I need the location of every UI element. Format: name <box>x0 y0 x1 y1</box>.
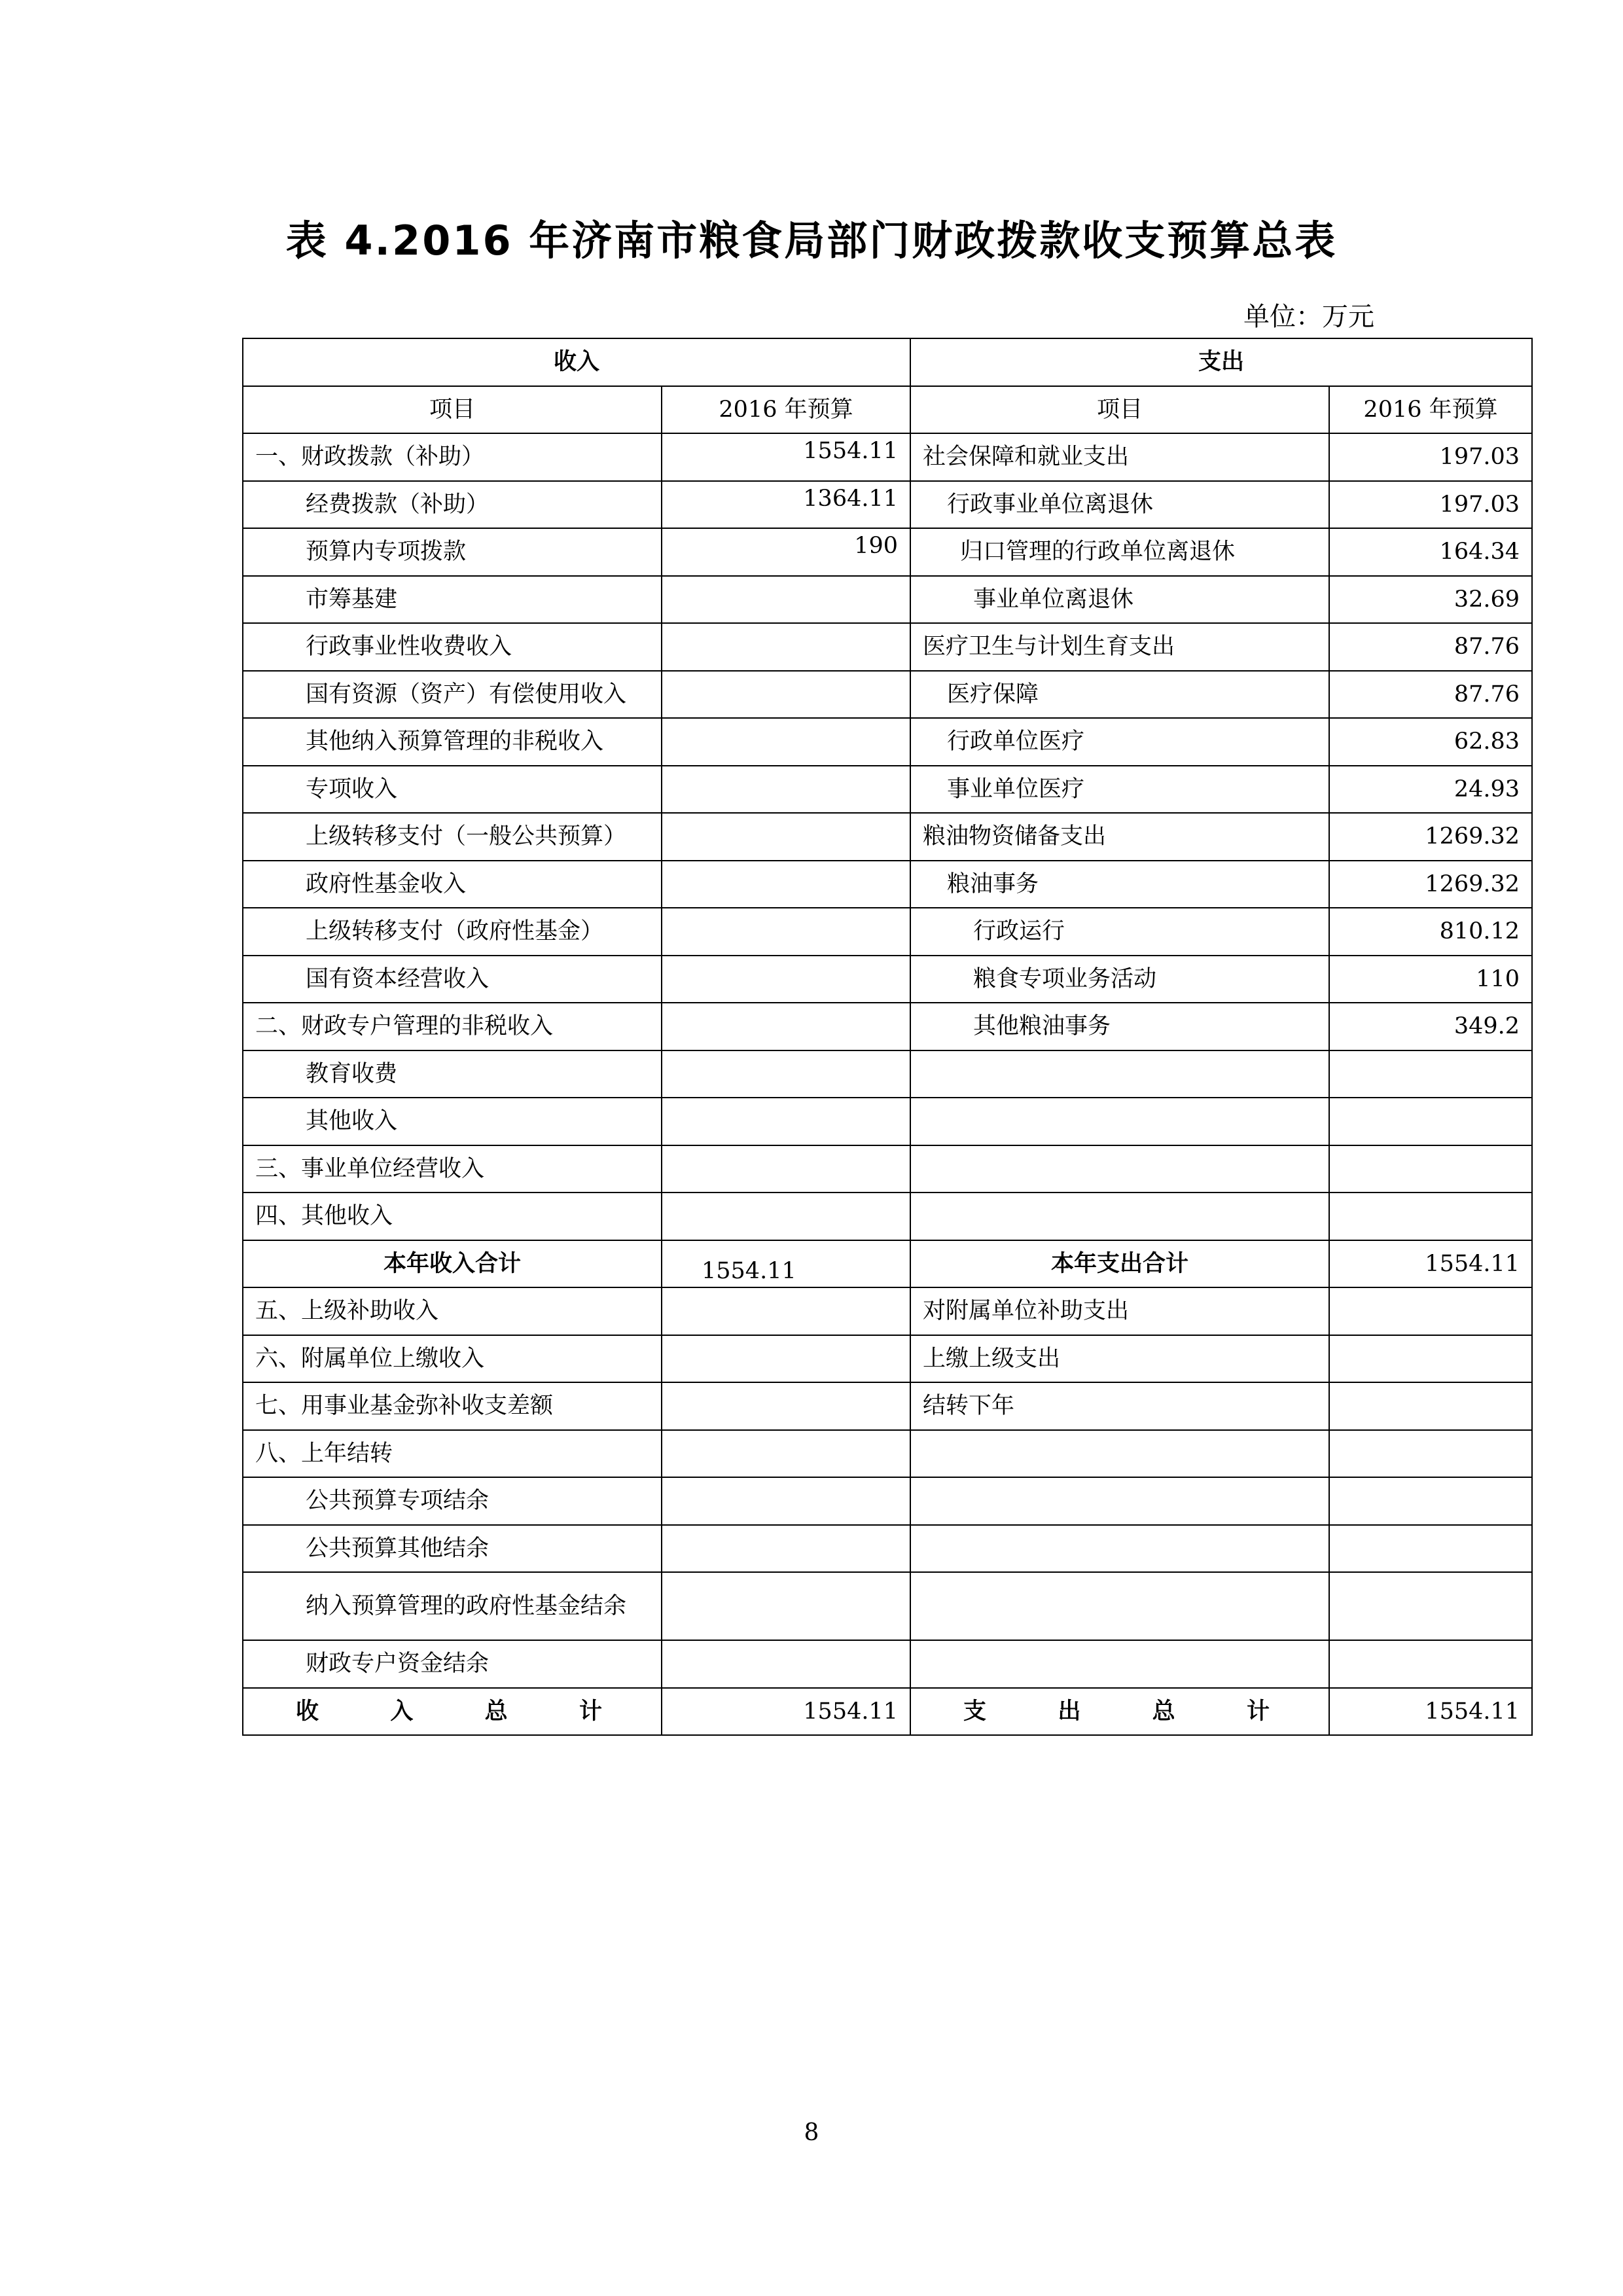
income-label: 其他纳入预算管理的非税收入 <box>243 718 662 766</box>
income-label: 三、事业单位经营收入 <box>243 1145 662 1193</box>
expense-label: 归口管理的行政单位离退休 <box>910 528 1329 576</box>
income-value <box>662 1335 910 1383</box>
income-label: 七、用事业基金弥补收支差额 <box>243 1382 662 1430</box>
table-row <box>243 1572 1532 1640</box>
income-label: 五、上级补助收入 <box>243 1287 662 1335</box>
page-title: 表 4.2016 年济南市粮食局部门财政拨款收支预算总表 <box>285 217 1338 264</box>
expense-label: 其他粮油事务 <box>910 1003 1329 1050</box>
expense-label: 行政运行 <box>910 908 1329 956</box>
income-label: 纳入预算管理的政府性基金结余 <box>243 1572 662 1640</box>
income-label: 二、财政专户管理的非税收入 <box>243 1003 662 1050</box>
table-row <box>243 1003 1532 1050</box>
income-budget-header: 2016 年预算 <box>662 386 910 434</box>
expense-label <box>910 1145 1329 1193</box>
table-row <box>243 671 1532 719</box>
income-value <box>662 956 910 1003</box>
income-value <box>662 861 910 908</box>
income-label: 市筹基建 <box>243 576 662 624</box>
expense-value <box>1329 1640 1532 1688</box>
expense-value: 810.12 <box>1329 908 1532 956</box>
unit-label: 单位：万元 <box>1243 302 1374 332</box>
income-value <box>662 1287 910 1335</box>
expense-value <box>1329 1098 1532 1145</box>
income-value <box>662 766 910 814</box>
income-value <box>662 671 910 719</box>
income-total-value: 1554.11 <box>662 1688 910 1736</box>
income-label: 上级转移支付（一般公共预算） <box>243 813 662 861</box>
table-row <box>243 1640 1532 1688</box>
table-row <box>243 1193 1532 1240</box>
expense-value: 197.03 <box>1329 433 1532 481</box>
expense-value <box>1329 1572 1532 1640</box>
income-label: 财政专户资金结余 <box>243 1640 662 1688</box>
income-value <box>662 1477 910 1525</box>
expense-label: 医疗卫生与计划生育支出 <box>910 623 1329 671</box>
table-row <box>243 1287 1532 1335</box>
table-row <box>243 1098 1532 1145</box>
expense-label: 对附属单位补助支出 <box>910 1287 1329 1335</box>
table-row <box>243 1430 1532 1478</box>
expense-label: 事业单位离退休 <box>910 576 1329 624</box>
income-value <box>662 718 910 766</box>
income-value: 1364.11 <box>662 481 910 529</box>
income-subtotal-label: 本年收入合计 <box>243 1240 662 1288</box>
table-row <box>243 1477 1532 1525</box>
table-row <box>243 1335 1532 1383</box>
table-row <box>243 433 1532 481</box>
income-value <box>662 1145 910 1193</box>
expense-budget-header: 2016 年预算 <box>1329 386 1532 434</box>
income-label: 公共预算其他结余 <box>243 1525 662 1573</box>
expense-label <box>910 1193 1329 1240</box>
expense-label: 社会保障和就业支出 <box>910 433 1329 481</box>
table-row <box>243 861 1532 908</box>
expense-label <box>910 1098 1329 1145</box>
table-row <box>243 528 1532 576</box>
expense-value <box>1329 1287 1532 1335</box>
income-value <box>662 813 910 861</box>
expense-value: 24.93 <box>1329 766 1532 814</box>
table-row <box>243 576 1532 624</box>
expense-label: 粮油物资储备支出 <box>910 813 1329 861</box>
income-subtotal-value: 1554.11 <box>662 1240 910 1288</box>
expense-value <box>1329 1145 1532 1193</box>
expense-value: 1269.32 <box>1329 861 1532 908</box>
income-value <box>662 1525 910 1573</box>
income-value <box>662 1098 910 1145</box>
income-label: 国有资本经营收入 <box>243 956 662 1003</box>
income-value <box>662 1003 910 1050</box>
expense-value <box>1329 1430 1532 1478</box>
income-item-header: 项目 <box>243 386 662 434</box>
income-label: 一、财政拨款（补助） <box>243 433 662 481</box>
table-row <box>243 766 1532 814</box>
income-value <box>662 1572 910 1640</box>
income-value: 1554.11 <box>662 433 910 481</box>
expense-label <box>910 1430 1329 1478</box>
income-header: 收入 <box>243 338 910 386</box>
budget-table <box>242 338 1533 1736</box>
expense-label <box>910 1050 1329 1098</box>
expense-label: 医疗保障 <box>910 671 1329 719</box>
expense-value: 197.03 <box>1329 481 1532 529</box>
income-label: 国有资源（资产）有偿使用收入 <box>243 671 662 719</box>
income-value <box>662 1193 910 1240</box>
income-label: 政府性基金收入 <box>243 861 662 908</box>
table-row <box>243 1382 1532 1430</box>
expense-value <box>1329 1335 1532 1383</box>
expense-value: 87.76 <box>1329 671 1532 719</box>
expense-header: 支出 <box>910 338 1532 386</box>
expense-value: 32.69 <box>1329 576 1532 624</box>
expense-label: 结转下年 <box>910 1382 1329 1430</box>
expense-subtotal-label: 本年支出合计 <box>910 1240 1329 1288</box>
income-value <box>662 1640 910 1688</box>
expense-value: 110 <box>1329 956 1532 1003</box>
table-row <box>243 956 1532 1003</box>
income-label: 专项收入 <box>243 766 662 814</box>
expense-value <box>1329 1525 1532 1573</box>
expense-value: 349.2 <box>1329 1003 1532 1050</box>
expense-total-label: 支出总计 <box>910 1688 1329 1736</box>
expense-label: 粮油事务 <box>910 861 1329 908</box>
income-total-label: 收入总计 <box>243 1688 662 1736</box>
income-label: 六、附属单位上缴收入 <box>243 1335 662 1383</box>
expense-total-value: 1554.11 <box>1329 1688 1532 1736</box>
expense-value <box>1329 1477 1532 1525</box>
expense-label: 行政事业单位离退休 <box>910 481 1329 529</box>
income-value <box>662 623 910 671</box>
income-label: 教育收费 <box>243 1050 662 1098</box>
expense-label: 事业单位医疗 <box>910 766 1329 814</box>
table-row <box>243 623 1532 671</box>
income-value: 190 <box>662 528 910 576</box>
income-value <box>662 576 910 624</box>
income-value <box>662 908 910 956</box>
expense-value: 87.76 <box>1329 623 1532 671</box>
expense-label: 上缴上级支出 <box>910 1335 1329 1383</box>
expense-label <box>910 1640 1329 1688</box>
income-label: 经费拨款（补助） <box>243 481 662 529</box>
subtotal-row <box>243 1240 1532 1288</box>
table-row <box>243 1050 1532 1098</box>
income-label: 八、上年结转 <box>243 1430 662 1478</box>
table-row <box>243 1145 1532 1193</box>
income-value <box>662 1050 910 1098</box>
page-number: 8 <box>804 2119 819 2146</box>
expense-value: 1269.32 <box>1329 813 1532 861</box>
income-label: 上级转移支付（政府性基金） <box>243 908 662 956</box>
expense-value: 62.83 <box>1329 718 1532 766</box>
expense-label <box>910 1572 1329 1640</box>
table-row <box>243 1525 1532 1573</box>
income-label: 其他收入 <box>243 1098 662 1145</box>
income-value <box>662 1382 910 1430</box>
expense-label: 粮食专项业务活动 <box>910 956 1329 1003</box>
income-label: 行政事业性收费收入 <box>243 623 662 671</box>
income-label: 预算内专项拨款 <box>243 528 662 576</box>
table-row <box>243 908 1532 956</box>
expense-subtotal-value: 1554.11 <box>1329 1240 1532 1288</box>
table-row <box>243 813 1532 861</box>
income-label: 公共预算专项结余 <box>243 1477 662 1525</box>
table-row <box>243 718 1532 766</box>
income-label: 四、其他收入 <box>243 1193 662 1240</box>
expense-value <box>1329 1050 1532 1098</box>
expense-value <box>1329 1382 1532 1430</box>
expense-label <box>910 1525 1329 1573</box>
expense-label: 行政单位医疗 <box>910 718 1329 766</box>
expense-value: 164.34 <box>1329 528 1532 576</box>
expense-item-header: 项目 <box>910 386 1329 434</box>
total-row <box>243 1688 1532 1736</box>
table-row <box>243 481 1532 529</box>
expense-value <box>1329 1193 1532 1240</box>
income-value <box>662 1430 910 1478</box>
expense-label <box>910 1477 1329 1525</box>
